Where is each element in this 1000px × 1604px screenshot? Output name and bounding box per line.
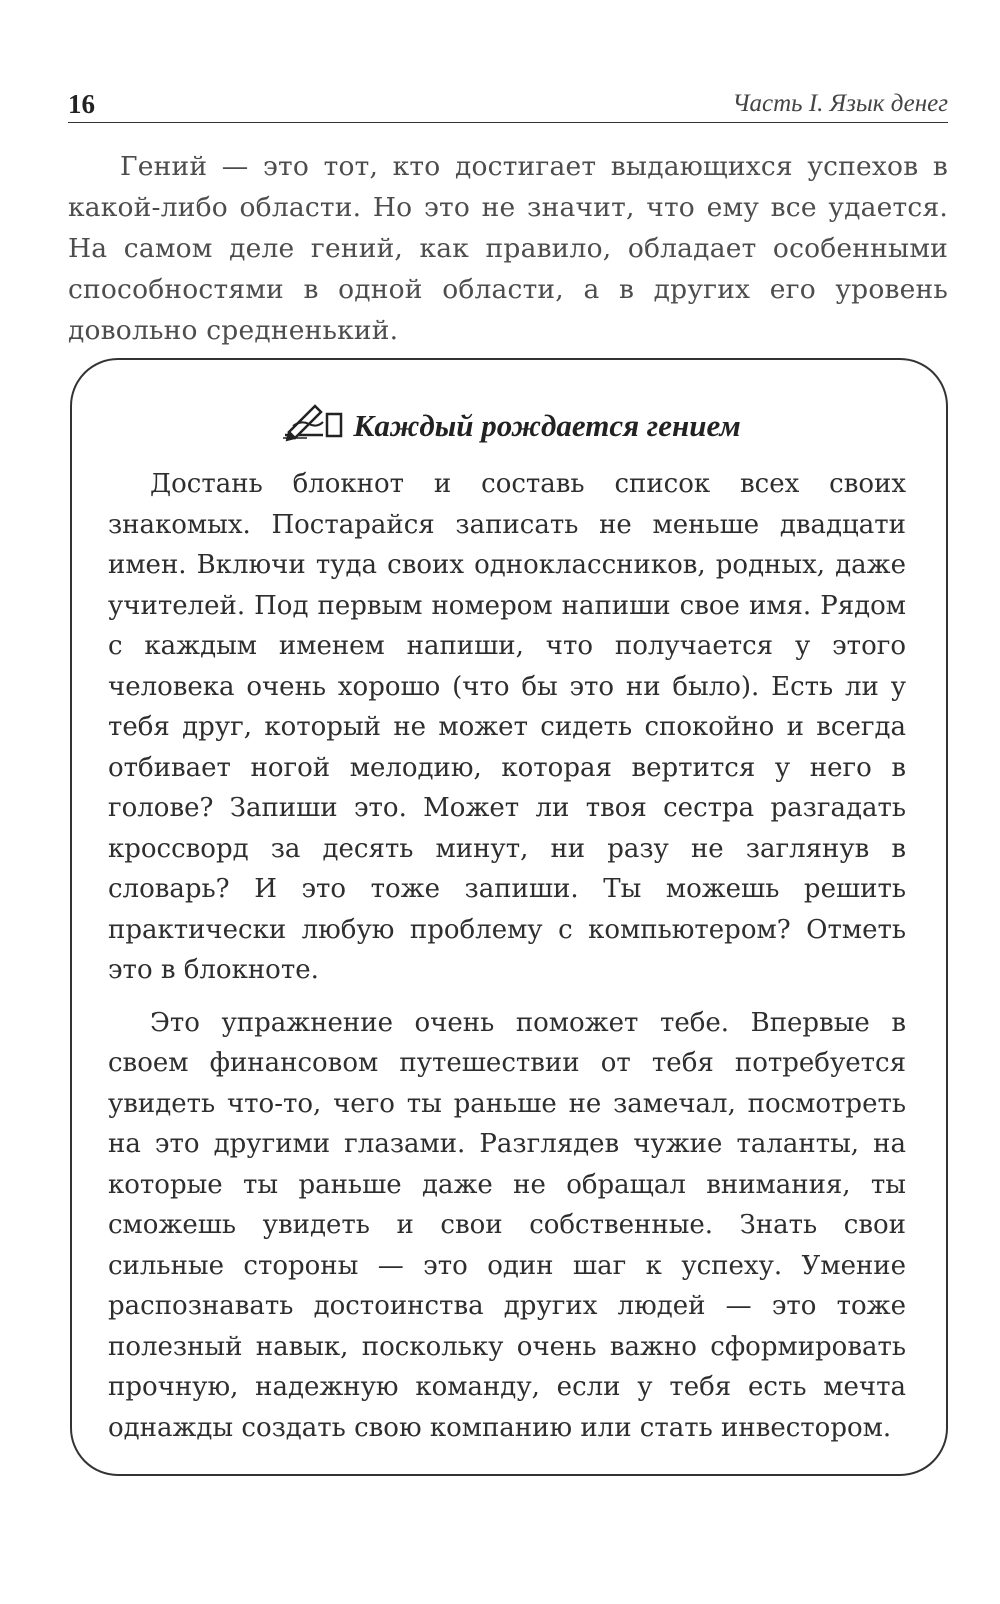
sidebar-box bbox=[70, 358, 948, 1476]
page-number: 16 bbox=[68, 89, 95, 119]
page-header bbox=[68, 86, 948, 123]
sidebar-box-body bbox=[108, 464, 906, 1448]
sidebar-box-heading bbox=[72, 402, 946, 444]
sidebar-paragraph-2: Это упражнение очень поможет тебе. Впервые в своем финансовом путешествии от тебя потребуется увидеть что-то, чего ты раньше не замечал, посмотреть на это другими глазами. Разглядев чужие таланты, на которые ты раньше даже не обращал внимания, ты сможешь увидеть и свои собственные. Знать свои сильные стороны — это один шаг к успеху. Умение распознавать достоинства других людей — это тоже полезный навык, поскольку очень важно сформировать прочную, надежную команду, если у тебя есть мечта однажды создать свою компанию или стать инвестором. bbox=[108, 1007, 906, 1443]
pen-writing-icon bbox=[277, 402, 347, 442]
sidebar-paragraph-1: Достань блокнот и составь список всех своих знакомых. Постарайся записать не меньше двадцати имен. Включи туда своих одноклассников, родных, даже учителей. Под первым номером напиши свое имя. Рядом с каждым именем напиши, что получается у этого человека очень хорошо (что бы это ни было). Есть ли у тебя друг, который не может сидеть спокойно и всегда отбивает ногой мелодию, которая вертится у него в голове? Запиши это. Может ли твоя сестра разгадать кроссворд за десять минут, ни разу не заглянув в словарь? И это тоже запиши. Ты можешь решить практически любую проблему с компьютером? Отметь это в блокноте. bbox=[108, 469, 906, 985]
running-head: Часть I. Язык денег bbox=[732, 90, 948, 117]
intro-paragraph: Гений — это тот, кто достигает выдающихся успехов в какой-либо области. Но это не значит, что ему все удается. На самом деле гений, как правило, обладает особенными способностями в одной области, а в других его уровень довольно средненький. bbox=[68, 151, 948, 346]
sidebar-box-title: Каждый рождается гением bbox=[353, 408, 741, 443]
